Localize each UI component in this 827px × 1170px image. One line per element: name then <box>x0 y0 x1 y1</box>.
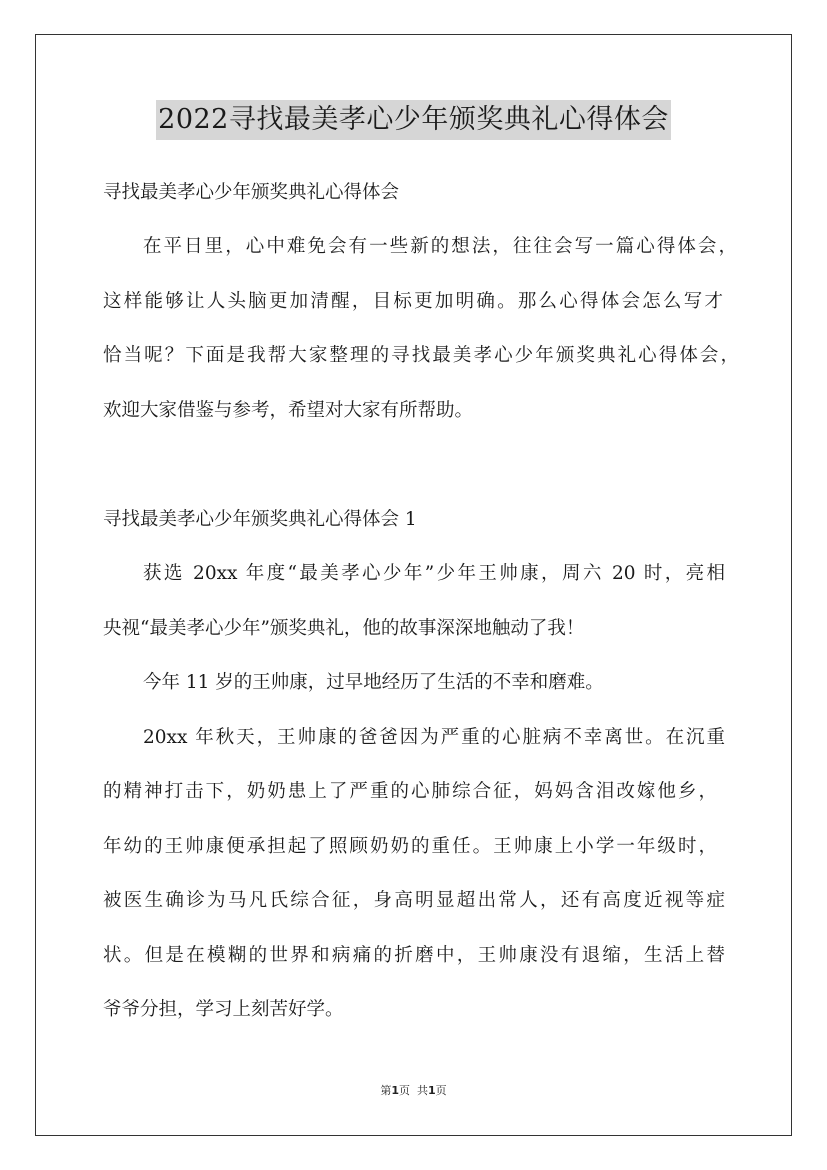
paragraph-line: 20xx 年秋天，王帅康的爸爸因为严重的心脏病不幸离世。在沉重 <box>143 727 725 748</box>
total-prefix: 共 <box>417 1084 428 1097</box>
paragraph-line: 央视“最美孝心少年”颁奖典礼，他的故事深深地触动了我！ <box>103 618 585 639</box>
page-prefix: 第 <box>380 1084 392 1097</box>
title-container <box>0 100 827 140</box>
intro-heading: 寻找最美孝心少年颁奖典礼心得体会 <box>103 182 400 203</box>
page-suffix: 页 <box>399 1084 410 1097</box>
total-pages: 1 <box>428 1084 436 1097</box>
paragraph-line: 的精神打击下，奶奶患上了严重的心肺综合征，妈妈含泪改嫁他乡， <box>103 781 717 802</box>
total-suffix: 页 <box>435 1084 447 1097</box>
paragraph-line: 恰当呢？下面是我帮大家整理的寻找最美孝心少年颁奖典礼心得体会， <box>103 345 739 366</box>
paragraph-line: 今年 11 岁的王帅康，过早地经历了生活的不幸和磨难。 <box>143 672 604 693</box>
section-heading: 寻找最美孝心少年颁奖典礼心得体会 1 <box>103 509 417 530</box>
page-number: 1 <box>391 1084 399 1097</box>
paragraph-line: 欢迎大家借鉴与参考，希望对大家有所帮助。 <box>103 400 474 421</box>
paragraph-line: 在平日里，心中难免会有一些新的想法，往往会写一篇心得体会， <box>143 236 737 257</box>
paragraph-line: 被医生确诊为马凡氏综合征，身高明显超出常人，还有高度近视等症 <box>103 890 725 911</box>
paragraph-line: 状。但是在模糊的世界和病痛的折磨中，王帅康没有退缩，生活上替 <box>103 945 725 966</box>
page-footer <box>0 1083 827 1099</box>
document-title: 2022寻找最美孝心少年颁奖典礼心得体会 <box>156 100 671 140</box>
paragraph-line: 这样能够让人头脑更加清醒，目标更加明确。那么心得体会怎么写才 <box>103 291 723 312</box>
paragraph-line: 爷爷分担，学习上刻苦好学。 <box>103 999 344 1020</box>
paragraph-line: 年幼的王帅康便承担起了照顾奶奶的重任。王帅康上小学一年级时， <box>103 836 717 857</box>
paragraph-line: 获选 20xx 年度“最美孝心少年”少年王帅康，周六 20 时，亮相 <box>143 563 725 584</box>
